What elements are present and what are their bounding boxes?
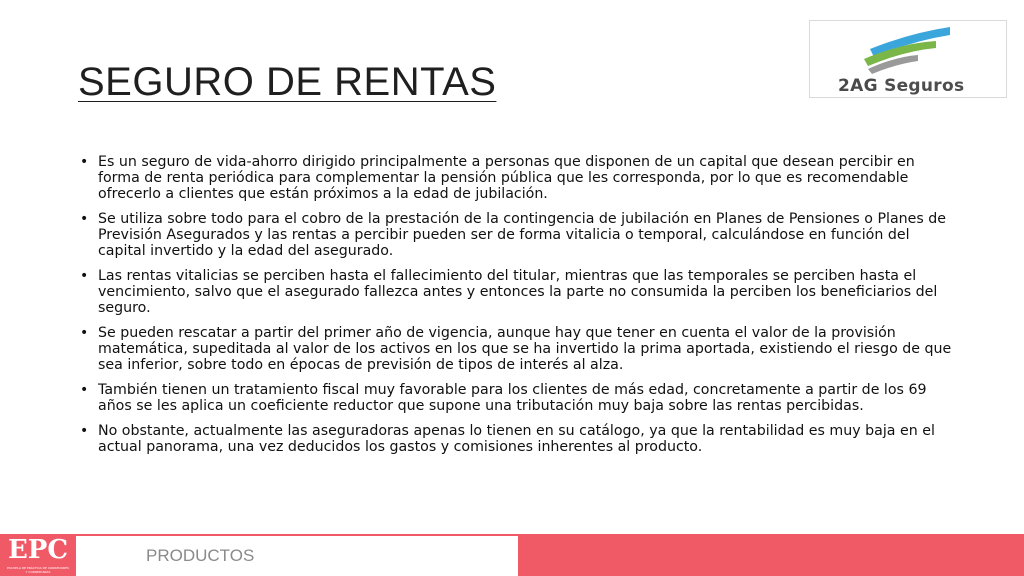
bullet-list [80, 154, 960, 464]
footer-bar-middle [76, 534, 518, 576]
footer-section-label: PRODUCTOS [146, 546, 255, 565]
bullet-item: • Se utiliza sobre todo para el cobro de la prestación de la contingencia de jubilación en Planes de Pensiones o Planes de Previsión Asegurados y las rentas a percibir pueden ser de forma vitalicia o temporal, calculándose en función del capital invertido y la edad del asegurado. [80, 211, 960, 259]
logo-name: Seguros [884, 76, 965, 96]
bullet-item: • También tienen un tratamiento fiscal muy favorable para los clientes de más edad, concretamente a partir de los 69 años se les aplica un coeficiente reductor que supone una tributación muy baja sobre las rentas percibidas. [80, 382, 960, 414]
footer-bar-right [518, 534, 1024, 576]
epc-logo-subtitle: ESCUELA DE PRÁCTICA DE CORREDORES Y CORREDURÍAS [7, 566, 69, 574]
logo-wordmark [838, 76, 964, 96]
bullet-item: • No obstante, actualmente las aseguradoras apenas lo tienen en su catálogo, ya que la rentabilidad es muy baja en el actual panorama, una vez deducidos los gastos y comisiones inherentes al producto. [80, 423, 960, 455]
company-logo [809, 20, 1007, 98]
bullet-item: • Se pueden rescatar a partir del primer año de vigencia, aunque hay que tener en cuenta el valor de la provisión matemática, supeditada al valor de los activos en los que se ha invertido la prima aportada, existiendo el riesgo de que sea inferior, sobre todo en épocas de previsión de tipos de interés al alza. [80, 325, 960, 373]
slide-title: SEGURO DE RENTAS [78, 60, 497, 104]
bullet-item: • Es un seguro de vida-ahorro dirigido principalmente a personas que disponen de un capital que desean percibir en forma de renta periódica para complementar la pensión pública que les corresponda, por lo que es recomendable ofrecerlo a clientes que están próximos a la edad de jubilación. [80, 154, 960, 202]
logo-number: 2AG [838, 76, 878, 96]
epc-logo: EPC [7, 535, 69, 565]
bullet-item: • Las rentas vitalicias se perciben hasta el fallecimiento del titular, mientras que las temporales se perciben hasta el vencimiento, salvo que el asegurado fallezca antes y entonces la parte no consumida la perciben los beneficiarios del seguro. [80, 268, 960, 316]
